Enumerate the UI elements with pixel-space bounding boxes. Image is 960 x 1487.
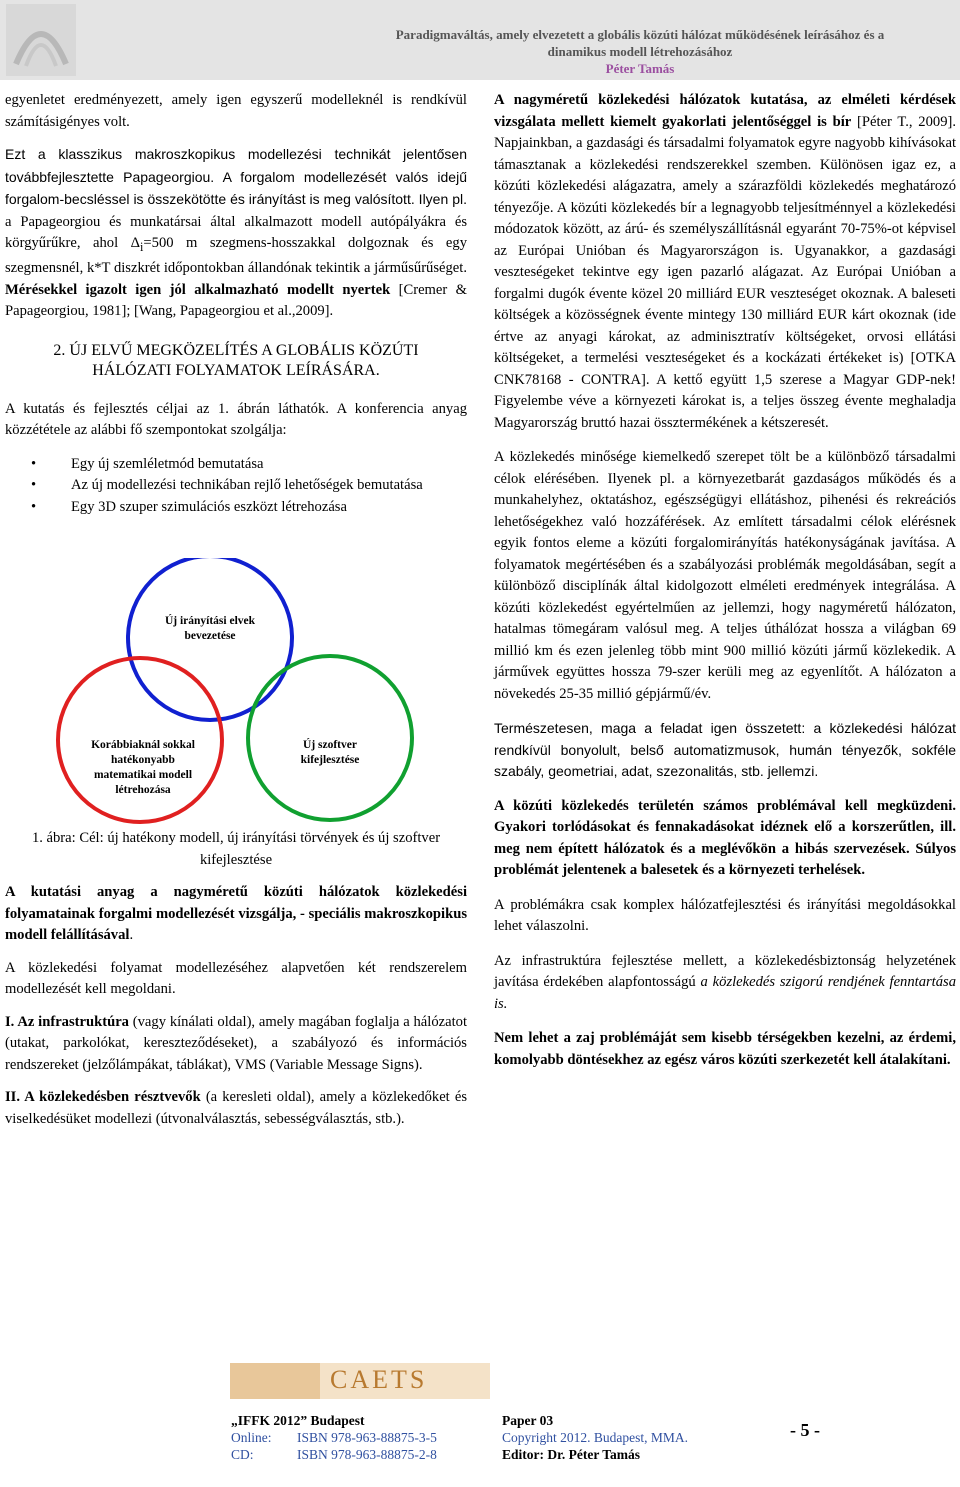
figure-caption: 1. ábra: Cél: új hatékony modell, új irányítási törvények és új szoftver kifejlesztése bbox=[31, 830, 441, 868]
right-paragraph-4-bold: A közúti közlekedés területén számos problémával kell megküzdeni. Gyakori torlódásokat és fennakadásokat idéznek elő a korszerűtlen, ill. meg nem épített hálózatok és a meglévőkön a hibás szervezések. Súlyos problémát jelentenek a balesetek és a környezeti terhelések. bbox=[494, 797, 956, 878]
right-column bbox=[494, 90, 956, 1084]
caets-logo-text: CAETS bbox=[330, 1365, 428, 1394]
left-paragraph-2-sans: Ezt a klasszikus makroszkopikus modellezési technikát jelentősen továbbfejlesztette Papageorgiou. A forgalom modellezését valós idejű forgalom-becsléssel is összekötötte és irányítást is meg valósított. Ilyen pl. bbox=[5, 146, 467, 207]
venn-label-right: Új szoftver kifejlesztése bbox=[300, 739, 360, 767]
page-header bbox=[0, 0, 960, 80]
footer-cd-isbn: ISBN 978-963-88875-2-8 bbox=[297, 1447, 437, 1462]
footer-cd-label: CD: bbox=[231, 1447, 254, 1462]
right-paragraph-2: A közlekedés minősége kiemelkedő szerepet tölt be a különböző társadalmi célok elérésében. Ilyenek pl. a környezetbarát gazdaságos működés és a munkahelyhez, oktatáshoz, egészségügyi ellátáshoz, pihenési és rekreációs lehetőségekhez való hozzáférések. Az említett társadalmi célok elérésnek egyik fontos eleme a közúti forgalomirányítás hatékonyságának javítása. A folyamatok megértésében és a szabályozási problémák megoldásában, segít a különböző disciplínák által kidolgozott elméleti eredmények integrálása. A közúti közlekedést egyértelműen az jellemzi, hogy nagyméretű hálózaton, hatalmas tömegáram valósul meg. A teljes úthálózat hossza a világban 69 millió km és ezen jelenleg több mint 900 millió közúti jármű közlekedik. A járművek együttes hossza 79-szer kerüli meg az egyenlítőt. A hálózaton a növekedés 25-35 millió gépjármű/év. bbox=[494, 449, 956, 702]
caets-logo bbox=[230, 1363, 490, 1399]
right-paragraph-6-italic: a közlekedés szigorú rendjének fenntartása is. bbox=[494, 974, 956, 1012]
right-paragraph-1-text: [Péter T., 2009]. Napjainkban, a gazdasági és társadalmi folyamatok egyre nagyobb kihívásokat támasztanak a közlekedési rendszerekkel szemben. Különösen igaz ez, a közúti közlekedési alágazatra, amely a szárazföldi közlekedés meghatározó tényezője. A közúti közlekedés bír a legnagyobb teljesítménnyel a közlekedési módozatok között, az árú- és személyszállításnál egyaránt 70-75%-ot képvisel az Európai Unióban és Magyarországon is. Ugyanakkor, a gazdasági veszteségeket tekintve egy igen pazarló alágazat. Az Európai Unióban a forgalmi dugók évente közel 20 milliárd EUR veszteséget okoznak. A baleseti költségek a közösségnek évente mintegy 130 milliárd EUR kárt okoznak (ide értve az anyagi károkat, az adminisztratív költségeket, orvosi ellátási költségeket, a termelési veszteségeket és a kockázati értékeket is) [OTKA CNK78168 - CONTRA]. A kettő együtt 1,5 szerese a Magyar GDP-nek! Figyelembe véve a környezeti károkat is, a teljes összeg évente meghaladja Magyarország bruttó hazai össztermékének a kétszeresét. bbox=[494, 113, 956, 431]
footer-copyright: Copyright 2012. Budapest, MMA. bbox=[502, 1430, 689, 1445]
header-author: Péter Tamás bbox=[605, 61, 675, 76]
list-item: • Egy új szemléletmód bemutatása bbox=[71, 454, 467, 476]
venn-label-left: Korábbiaknál sokkal hatékonyabb matematikai modell létrehozása bbox=[91, 739, 195, 797]
right-paragraph-3: Természetesen, maga a feladat igen összetett: a közlekedési hálózat rendkívül bonyolult, belső automatizmusok, humán tényezők, sokféle szabály, geometriai, adat, szezonalitás, stb. jellemzi. bbox=[494, 720, 956, 779]
footer-paper: Paper 03 bbox=[502, 1413, 554, 1428]
right-paragraph-6 bbox=[494, 951, 956, 1016]
left-paragraph-5: A közlekedési folyamat modellezéséhez alapvetően két rendszerelem modellezését kell megoldani. bbox=[5, 959, 467, 998]
footer-event: „IFFK 2012” Budapest bbox=[231, 1413, 365, 1428]
left-paragraph-6 bbox=[5, 1012, 467, 1077]
header-title-line1: Paradigmaváltás, amely elvezetett a globális közúti hálózat működésének leírásához és a bbox=[395, 27, 885, 42]
left-paragraph-2-text-a: a Papageorgiou és munkatársai által alkalmazott modell autópályákra és körgyűrűkre, ahol bbox=[5, 213, 467, 251]
footer-editor: Editor: Dr. Péter Tamás bbox=[502, 1447, 640, 1462]
goals-list bbox=[5, 454, 467, 519]
left-paragraph-7-text: (a keresleti oldal), amely a közlekedőket és viselkedésüket modellezi (útvonalválasztás, sebességválasztás, stb.). bbox=[5, 1089, 468, 1127]
right-paragraph-1 bbox=[494, 90, 956, 434]
right-paragraph-1-bold: A nagyméretű közlekedési hálózatok kutatása, az elméleti kérdések vizsgálata mellett kiemelt gyakorlati jelentőséggel is bír bbox=[494, 92, 956, 130]
right-paragraph-7 bbox=[494, 1028, 956, 1071]
header-title-line2: dinamikus modell létrehozásához bbox=[547, 44, 733, 59]
left-paragraph-7-bold: II. A közlekedésben résztvevők bbox=[5, 1089, 201, 1106]
left-paragraph-3: A kutatás és fejlesztés céljai az 1. ábrán láthatók. A konferencia anyag közzététele az alábbi fő szempontokat szolgálja: bbox=[5, 400, 467, 439]
footer-online-isbn: ISBN 978-963-88875-3-5 bbox=[297, 1430, 437, 1445]
right-paragraph-6-text: Az infrastruktúra fejlesztése mellett, a közlekedésbiztonság helyzetének javítása érdekében alapfontosságú bbox=[494, 952, 956, 990]
list-item: • Az új modellezési technikában rejlő lehetőségek bemutatása bbox=[71, 475, 467, 497]
conference-logo bbox=[6, 4, 76, 76]
section-heading-line1: 2. ÚJ ELVŰ MEGKÖZELÍTÉS A GLOBÁLIS KÖZÚTI bbox=[53, 341, 419, 359]
left-paragraph-2-text-b: =500 m szegmens-hosszakkal dolgoznak és egy szegmensnél, k*T diszkrét időpontokban állandónak tekintik a járműsűrűséget. bbox=[5, 235, 467, 277]
left-column bbox=[5, 90, 467, 1141]
list-item: • Egy 3D szuper szimulációs eszközt létrehozása bbox=[71, 497, 467, 519]
venn-diagram bbox=[5, 558, 475, 828]
left-paragraph-2 bbox=[5, 144, 467, 323]
left-paragraph-1: egyenletet eredményezett, amely igen egyszerű modelleknél is rendkívül számításigényes volt. bbox=[5, 92, 467, 130]
venn-label-top: Új irányítási elvek bevezetése bbox=[164, 615, 256, 643]
delta-symbol: Δ bbox=[130, 235, 141, 251]
left-paragraph-4-end: . bbox=[129, 927, 134, 944]
footer-left bbox=[231, 1412, 437, 1463]
section-heading-line2: HÁLÓZATI FOLYAMATOK LEÍRÁSÁRA. bbox=[92, 361, 380, 379]
footer-right bbox=[502, 1412, 688, 1463]
left-paragraph-6-bold: I. Az infrastruktúra bbox=[5, 1013, 129, 1030]
right-paragraph-4 bbox=[494, 796, 956, 882]
left-paragraph-2-bold: Mérésekkel igazolt igen jól alkalmazható modellt nyertek bbox=[5, 281, 391, 298]
right-paragraph-5: A problémákra csak komplex hálózatfejlesztési és irányítási megoldásokkal lehet válaszolni. bbox=[494, 896, 956, 934]
left-paragraph-4-bold: A kutatási anyag a nagyméretű közúti hálózatok közlekedési folyamatainak forgalmi modellezését vizsgálja, - speciális makroszkopikus modell felállításával bbox=[5, 884, 467, 944]
footer-online-label: Online: bbox=[231, 1430, 272, 1445]
page-number: - 5 - bbox=[790, 1420, 820, 1440]
left-paragraph-6-text: (vagy kínálati oldal), amely magában foglalja a hálózatot (utakat, parkolókat, kereszteződéseket), a szabályozó és információs rendszereket (jelzőlámpákat, táblákat), VMS (Variable Message Signs). bbox=[5, 1013, 467, 1073]
right-paragraph-7-bold: Nem lehet a zaj problémáját sem kisebb térségekben kezelni, az érdemi, komolyabb döntésekhez az egész város közúti szerkezetét kell átalakítani. bbox=[494, 1030, 956, 1068]
header-titles bbox=[340, 26, 940, 77]
left-paragraph-2-citation: [Cremer & Papageorgiou, 1981]; [Wang, Papageorgiou et al.,2009]. bbox=[5, 281, 467, 320]
left-paragraph-4 bbox=[5, 882, 467, 947]
section-heading bbox=[5, 341, 467, 381]
delta-subscript: i bbox=[140, 239, 144, 254]
left-paragraph-7 bbox=[5, 1087, 467, 1130]
